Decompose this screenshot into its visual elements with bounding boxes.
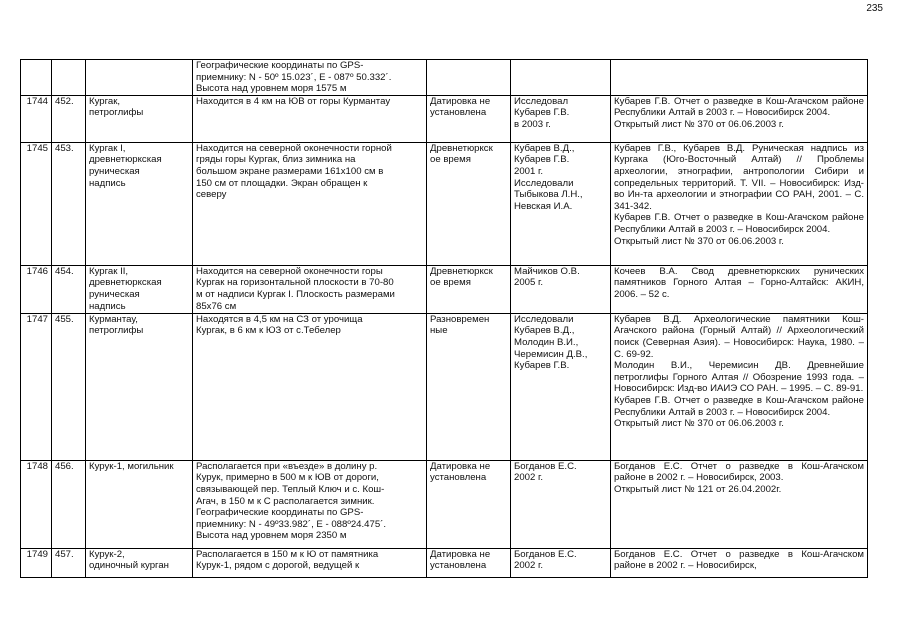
location-cell: Располагается при «въезде» в долину р. Курук, примерно в 500 м к ЮВ от дороги, связывающей пер. Теплый Ключ и с. Кош- Агач, в 150 м к С располагается зимник. Географические координаты по GPS- приемнику: N - 49º33.982´, E - 088º24.475´. Высота над уровнем моря 2350 м <box>193 460 427 548</box>
source-entry: Открытый лист № 121 от 26.04.2002г. <box>614 483 782 495</box>
table-row <box>21 548 868 577</box>
source-entry: Открытый лист № 370 от 06.06.2003 г. <box>614 118 784 130</box>
source-entry: Открытый лист № 370 от 06.06.2003 г. <box>614 418 784 430</box>
registry-number-cell: 1744 <box>21 95 52 142</box>
sources-cell <box>611 95 868 142</box>
dating-cell: Древнетюркск ое время <box>427 142 511 265</box>
sources-cell <box>611 265 868 313</box>
monument-number-cell: 454. <box>52 265 86 313</box>
researcher-cell <box>511 60 611 96</box>
location-cell: Находится на северной оконечности горной гряды горы Кургак, близ зимника на большом экране размерами 161х100 см в 150 см от площадки. Экран обращен к северу <box>193 142 427 265</box>
researcher-cell: Исследовали Кубарев В.Д., Молодин В.И., Черемисин Д.В., Кубарев Г.В. <box>511 313 611 460</box>
dating-cell <box>427 60 511 96</box>
dating-cell: Датировка не установлена <box>427 95 511 142</box>
monument-number-cell: 456. <box>52 460 86 548</box>
table-row <box>21 60 868 96</box>
source-entry: Богданов Е.С. Отчет о разведке в Кош-Агачском районе в 2002 г. – Новосибирск, <box>614 548 864 572</box>
monument-name-cell: Курмантау, петроглифы <box>86 313 193 460</box>
monument-number-cell <box>52 60 86 96</box>
sources-cell <box>611 548 868 577</box>
monument-name-cell: Курук-1, могильник <box>86 460 193 548</box>
table-row <box>21 95 868 142</box>
location-cell: Находится на северной оконечности горы Кургак на горизонтальной плоскости в 70-80 м от надписи Кургак I. Плоскость размерами 85х76 см <box>193 265 427 313</box>
researcher-cell: Майчиков О.В. 2005 г. <box>511 265 611 313</box>
monument-name-cell: Кургак II, древнетюркская руническая надпись <box>86 265 193 313</box>
sources-cell <box>611 60 868 96</box>
registry-number-cell <box>21 60 52 96</box>
source-entry: Открытый лист № 370 от 06.06.2003 г. <box>614 235 784 247</box>
registry-number-cell: 1745 <box>21 142 52 265</box>
registry-number-cell: 1747 <box>21 313 52 460</box>
table-row <box>21 313 868 460</box>
location-cell: Находится в 4 км на ЮВ от горы Курмантау <box>193 95 427 142</box>
location-cell: Географические координаты по GPS- приемнику: N - 50º 15.023´, E - 087º 50.332´. Высота над уровнем моря 1575 м <box>193 60 427 96</box>
monument-number-cell: 452. <box>52 95 86 142</box>
table-row <box>21 265 868 313</box>
monument-name-cell: Курук-2, одиночный курган <box>86 548 193 577</box>
sources-cell <box>611 460 868 548</box>
sources-cell <box>611 313 868 460</box>
monument-name-cell: Кургак, петроглифы <box>86 95 193 142</box>
source-entry: Богданов Е.С. Отчет о разведке в Кош-Агачском районе в 2002 г. – Новосибирск, 2003. <box>614 460 864 484</box>
registry-number-cell: 1746 <box>21 265 52 313</box>
registry-number-cell: 1749 <box>21 548 52 577</box>
dating-cell: Датировка не установлена <box>427 460 511 548</box>
monument-name-cell: Кургак I, древнетюркская руническая надпись <box>86 142 193 265</box>
researcher-cell: Исследовал Кубарев Г.В. в 2003 г. <box>511 95 611 142</box>
page-number: 235 <box>866 3 883 14</box>
location-cell: Находятся в 4,5 км на СЗ от урочища Кургак, в 6 км к ЮЗ от с.Тебелер <box>193 313 427 460</box>
source-entry: Кубарев Г.В. Отчет о разведке в Кош-Агачском районе Республики Алтай в 2003 г. – Новосибирск 2004. <box>614 95 864 119</box>
source-entry: Кочеев В.А. Свод древнетюркских рунических памятников Горного Алтая – Горно-Алтайск: АКИН, 2006. – 52 с. <box>614 265 864 300</box>
source-entry: Кубарев В.Д. Археологические памятники Кош-Агачского района (Горный Алтай) // Археологический поиск (Северная Азия). – Новосибирск: Наука, 1980. – С. 69-92. <box>614 313 864 360</box>
table-row <box>21 460 868 548</box>
table-row <box>21 142 868 265</box>
monument-name-cell <box>86 60 193 96</box>
table-body <box>21 60 868 578</box>
monument-number-cell: 453. <box>52 142 86 265</box>
source-entry: Кубарев Г.В., Кубарев В.Д. Руническая надпись из Кургака (Юго-Восточный Алтай) // Проблемы археологии, этнографии, антропологии Сибири и сопредельных территорий. Т. VII. – Новосибирск: Изд-во Ин-та археологии и этнографии СО РАН, 2001. – С. 341-342. <box>614 142 864 212</box>
researcher-cell: Богданов Е.С. 2002 г. <box>511 460 611 548</box>
monument-number-cell: 455. <box>52 313 86 460</box>
researcher-cell: Кубарев В.Д., Кубарев Г.В. 2001 г. Исследовали Тыбыкова Л.Н., Невская И.А. <box>511 142 611 265</box>
dating-cell: Датировка не установлена <box>427 548 511 577</box>
dating-cell: Разновремен ные <box>427 313 511 460</box>
monument-number-cell: 457. <box>52 548 86 577</box>
source-entry: Кубарев Г.В. Отчет о разведке в Кош-Агачском районе Республики Алтай в 2003 г. – Новосибирск 2004. <box>614 212 864 235</box>
source-entry: Молодин В.И., Черемисин ДВ. Древнейшие петроглифы Горного Алтая // Обозрение 1993 года. – Новосибирск: Изд-во ИАИЭ СО РАН. – 1995. – С. 89-91. <box>614 360 864 395</box>
sources-cell <box>611 142 868 265</box>
registry-number-cell: 1748 <box>21 460 52 548</box>
source-entry: Кубарев Г.В. Отчет о разведке в Кош-Агачском районе Республики Алтай в 2003 г. – Новосибирск 2004. <box>614 394 864 418</box>
researcher-cell: Богданов Е.С. 2002 г. <box>511 548 611 577</box>
location-cell: Располагается в 150 м к Ю от памятника Курук-1, рядом с дорогой, ведущей к <box>193 548 427 577</box>
dating-cell: Древнетюркск ое время <box>427 265 511 313</box>
monuments-table <box>20 59 868 578</box>
